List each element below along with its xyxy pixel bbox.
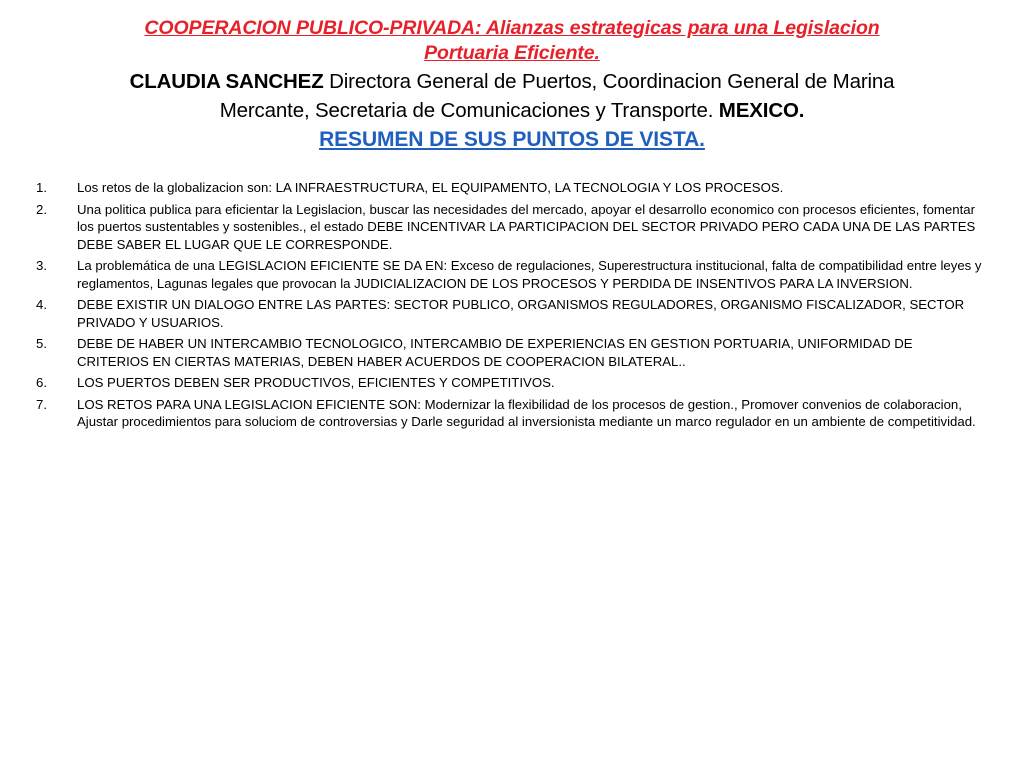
point-item [36,201,986,254]
speaker-role-line-1: Directora General de Puertos, Coordinacion General de Marina [323,70,895,93]
speaker-name: CLAUDIA SANCHEZ [129,70,324,93]
summary-heading: RESUMEN DE SUS PUNTOS DE VISTA. [319,128,705,151]
point-number: 7. [36,396,47,412]
point-text: LOS PUERTOS DEBEN SER PRODUCTIVOS, EFICIENTES Y COMPETITIVOS. [77,375,555,390]
point-number: 4. [36,297,47,312]
point-text: DEBE EXISTIR UN DIALOGO ENTRE LAS PARTES: SECTOR PUBLICO, ORGANISMOS REGULADORES, ORGANISMO FISCALIZADOR, SECTOR PRIVADO Y USUARIOS. [77,297,965,330]
point-text: Una politica publica para eficientar la Legislacion, buscar las necesidades del mercado, apoyar el desarrollo economico con procesos eficientes, fomentar los puertos sustentables y sostenibles., el estado DEBE INCENTIVAR LA PARTICIPACION DEL SECTOR PRIVADO PERO CADA UNA DE LAS PARTES DEBE SABER EL LUGAR QUE LE CORRESPONDE. [77,201,976,252]
speaker-country: MEXICO. [718,99,805,122]
point-item [36,257,986,292]
point-text: Los retos de la globalizacion son: LA INFRAESTRUCTURA, EL EQUIPAMENTO, LA TECNOLOGIA Y LOS PROCESOS. [77,180,784,195]
point-number: 3. [36,258,47,273]
point-item [36,396,986,431]
title-line-2: Portuaria Eficiente. [424,42,600,64]
point-number: 5. [36,336,47,351]
point-text: DEBE DE HABER UN INTERCAMBIO TECNOLOGICO, INTERCAMBIO DE EXPERIENCIAS EN GESTION PORTUARIA, UNIFORMIDAD DE CRITERIOS EN CIERTAS MATERIAS, DEBEN HABER ACUERDOS DE COOPERACION BILATERAL.. [77,336,913,369]
point-item [36,335,986,370]
speaker-role-line-2: Mercante, Secretaria de Comunicaciones y Transporte. [219,99,719,122]
slide-title [60,16,964,66]
speaker-info [60,67,964,125]
point-item [36,374,986,392]
point-number: 2. [36,201,47,217]
point-text: LOS RETOS PARA UNA LEGISLACION EFICIENTE SON: Modernizar la flexibilidad de los procesos de gestion., Promover convenios de colaboracion, Ajustar procedimientos para soluciom de controversias y Darle seguridad al inversionista mediante un marco regulador en un ambiente de competitividad. [77,396,976,429]
point-text: La problemática de una LEGISLACION EFICIENTE SE DA EN: Exceso de regulaciones, Superestructura institucional, falta de compatibilidad entre leyes y reglamentos, Lagunas legales que provocan la JUDICIALIZACION DE LOS PROCESOS Y PERDIDA DE INSENTIVOS PARA LA INVERSION. [77,258,982,291]
points-list [36,179,986,435]
point-item [36,296,986,331]
point-number: 6. [36,375,47,390]
point-item [36,179,986,197]
slide-header [60,16,964,155]
title-line-1: COOPERACION PUBLICO-PRIVADA: Alianzas estrategicas para una Legislacion [144,17,880,39]
point-number: 1. [36,180,47,195]
